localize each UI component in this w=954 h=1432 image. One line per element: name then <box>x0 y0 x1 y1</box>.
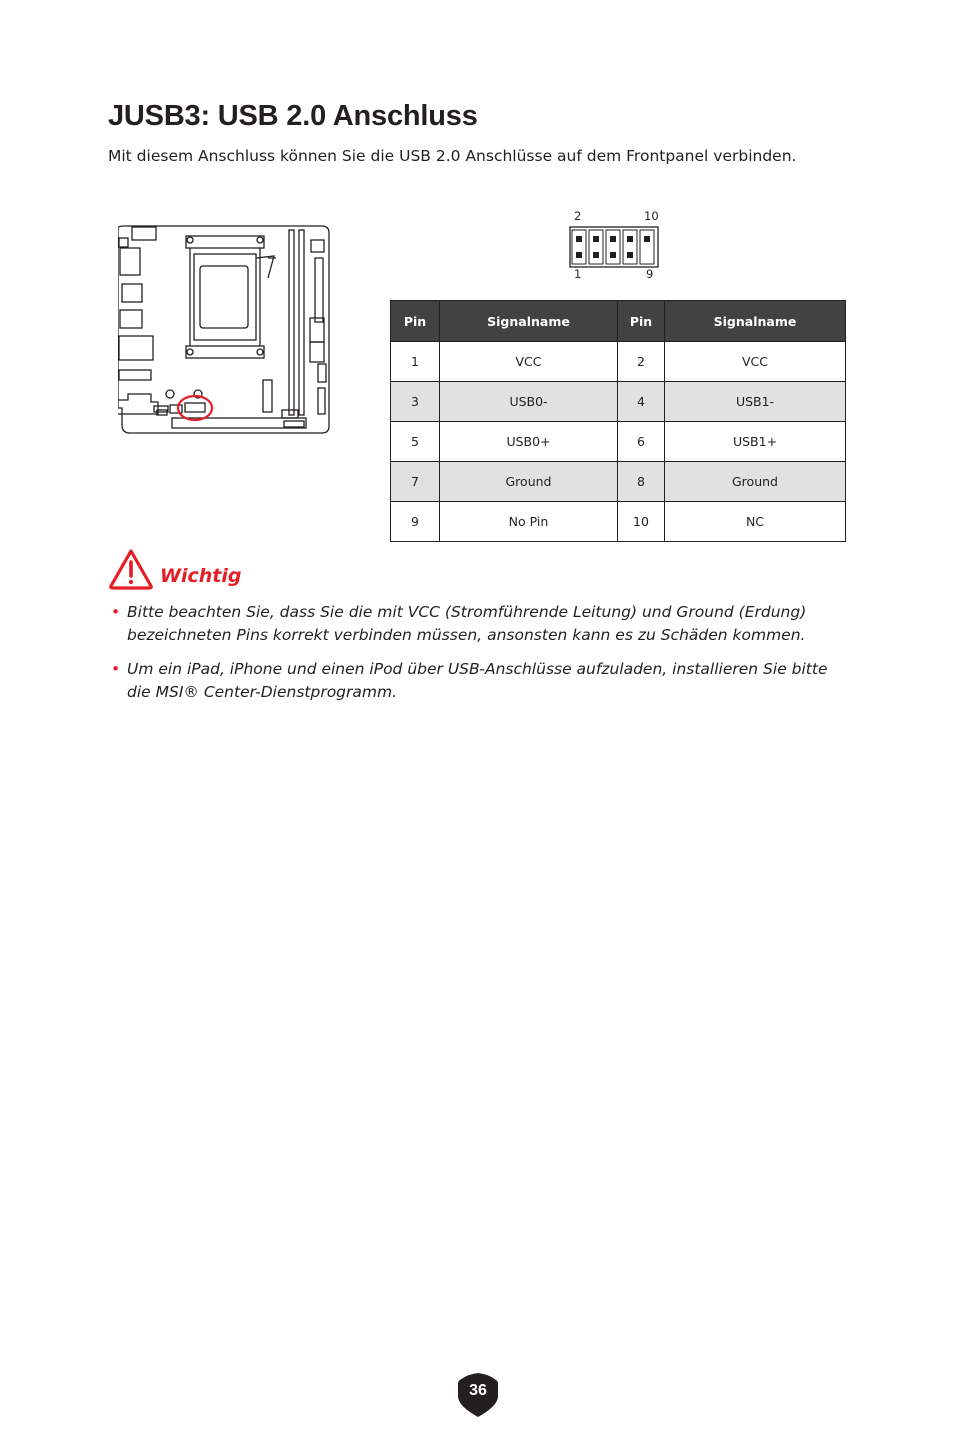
table-row <box>391 422 846 462</box>
warning-triangle-icon <box>108 548 154 590</box>
note-text: Bitte beachten Sie, dass Sie die mit VCC (Stromführende Leitung) und Ground (Erdung) bezeichneten Pins korrekt verbinden müssen, ansonsten kann es zu Schäden kommen. <box>127 603 807 644</box>
bullet-icon: • <box>111 660 121 678</box>
pin-label-bottom-left: 1 <box>574 267 582 281</box>
table-cell: 8 <box>618 462 665 502</box>
pin-label-bottom-right: 9 <box>646 267 654 281</box>
table-cell: 4 <box>618 382 665 422</box>
table-cell: Ground <box>665 462 846 502</box>
note-text: Um ein iPad, iPhone und einen iPod über USB-Anschlüsse aufzuladen, installieren Sie bitte die MSI® Center-Dienstprogramm. <box>127 660 828 701</box>
important-label: Wichtig <box>160 565 242 587</box>
pin-table <box>390 300 846 542</box>
table-cell: 5 <box>391 422 440 462</box>
bullet-icon: • <box>111 603 121 621</box>
page-title: JUSB3: USB 2.0 Anschluss <box>108 100 478 132</box>
table-cell: USB0- <box>440 382 618 422</box>
table-cell: 3 <box>391 382 440 422</box>
motherboard-icon <box>118 222 332 436</box>
table-cell: 2 <box>618 342 665 382</box>
table-cell: 1 <box>391 342 440 382</box>
table-header-row <box>391 301 846 342</box>
table-cell: 7 <box>391 462 440 502</box>
column-header: Signalname <box>440 301 618 342</box>
column-header: Pin <box>391 301 440 342</box>
pin-label-top-right: 10 <box>644 209 659 223</box>
table-cell: USB1- <box>665 382 846 422</box>
table-cell: NC <box>665 502 846 542</box>
pin-label-top-left: 2 <box>574 209 582 223</box>
table-cell: USB0+ <box>440 422 618 462</box>
table-row <box>391 502 846 542</box>
table-cell: USB1+ <box>665 422 846 462</box>
list-item <box>108 658 838 704</box>
column-header: Pin <box>618 301 665 342</box>
column-header: Signalname <box>665 301 846 342</box>
list-item <box>108 601 838 647</box>
page-number-badge <box>458 1372 498 1422</box>
table-cell: Ground <box>440 462 618 502</box>
table-row <box>391 342 846 382</box>
table-row <box>391 462 846 502</box>
table-cell: No Pin <box>440 502 618 542</box>
table-cell: 10 <box>618 502 665 542</box>
table-cell: 6 <box>618 422 665 462</box>
connector-highlight-icon <box>178 396 212 420</box>
pin-header-icon <box>569 226 661 268</box>
table-cell: VCC <box>665 342 846 382</box>
table-cell: VCC <box>440 342 618 382</box>
table-row <box>391 382 846 422</box>
important-notes-list <box>108 601 838 715</box>
intro-text: Mit diesem Anschluss können Sie die USB 2.0 Anschlüsse auf dem Frontpanel verbinden. <box>108 147 797 165</box>
page-number: 36 <box>469 1382 487 1399</box>
table-cell: 9 <box>391 502 440 542</box>
